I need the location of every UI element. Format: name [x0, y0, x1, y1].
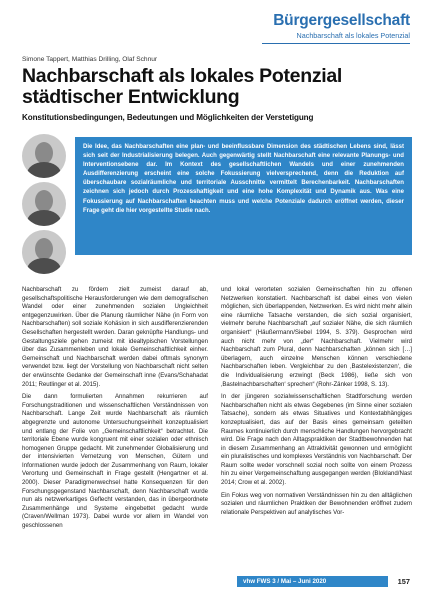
body-column-right	[221, 286, 412, 521]
article-headline: Nachbarschaft als lokales Potenzial städtischer Entwicklung	[22, 65, 343, 108]
section-subtitle: Nachbarschaft als lokales Potenzial	[296, 31, 410, 40]
article-authors: Simone Tappert, Matthias Drilling, Olaf Schnur	[22, 56, 158, 63]
body-paragraph: In der jüngeren sozialwissenschaftlichen Stadtforschung werden Nachbarschaften nicht als etwas Gegebenes (im Sinne einer sozialen Tatsache), sondern als etwas Situatives und Kontextabhängiges konzeptualisiert, das auf der Basis eines gemeinsam geteilten Raumes kontinuierlich durch menschliche Handlungen hervorgebracht wird. Die Frage nach den Alltagspraktiken der Stadtbewohnenden hat in diesem Zusammenhang an Attraktivität gewonnen und ermöglicht ein pluralistisches und komplexes Verständnis von Nachbarschaft. Der Raum sollte weder vorschnell sozial noch sollte von einem Prozess hin zu einer Vergemeinschaftung ausgegangen werden (Blokland/Nast 2014; Crow et al. 2002).	[221, 393, 412, 487]
body-column-left	[22, 286, 208, 535]
body-paragraph: Die dann formulierten Annahmen rekurrieren auf Forschungstraditionen und wissenschaftlichen Verständnissen von Nachbarschaft. Lange Zeit wurde Nachbarschaft als räumlich abgegrenzte und autonome Untersuchungseinheit konzeptualisiert und entlang der Folie von „Gemeinschaftlichkeit“ betrachtet. Die territoriale Ebene wurde kongruent mit einer sozialen oder ethnisch homogenen Gruppe gedacht. Mit zunehmender Globalisierung und der intensivierten Vernetzung von Menschen, Gütern und Informationen wurde jedoch der Zusammenhang von Raum, lokaler Verortung und Gemeinschaft in Frage gestellt (Hengartner et al. 2000). Dieser Paradigmenwechsel hatte Konsequenzen für den Forschungsgegenstand Nachbarschaft, denn Nachbarschaft wurde nun als netzwerkartiges Geflecht verstanden, das in übergeordnete Zusammenhänge und Systeme eingebettet gedacht wurde (Craven/Wellman 1973). Dabei wurde vor allem im Wandel von geschlossenen	[22, 393, 208, 530]
author-photo	[22, 134, 66, 178]
section-title: Bürgergesellschaft	[273, 12, 410, 29]
page-footer	[22, 576, 410, 588]
body-paragraph: und lokal verorteten sozialen Gemeinschaften hin zu offenen Netzwerken konstatiert. Nachbarschaft ist dabei eines von vielen möglichen, sich überlappenden, Netzwerken. Es wird nicht mehr allein eine räumliche Tatsache verstanden, die sich sozial organisiert, vielmehr beruhe Nachbarschaft „auf sozialer Nähe, die sich räumlich organisiert“ (Häußermann/Siebel 1994, S. 379). Gesprochen wird auch nicht mehr von „der“ Nachbarschaft. Vielmehr wird Nachbarschaft zum Plural, denn Nachbarschaften „können sich […] überlagern, auch einzelne Menschen können verschiedene Nachbarschaften leben. Vergleichbar zu den ‚Bastelexistenzen‘, die die Individualisierung erzwingt (Beck 1986), ließe sich von ‚Bastelnachbarschaften‘ sprechen“ (Rohr-Zänker 1998, S. 13).	[221, 286, 412, 388]
page-number: 157	[397, 577, 410, 586]
author-photo	[22, 182, 66, 226]
article-subheadline: Konstitutionsbedingungen, Bedeutungen und Möglichkeiten der Verstetigung	[22, 113, 314, 122]
body-paragraph: Nachbarschaft zu fördern zielt zumeist darauf ab, gesellschaftspolitische Herausforderungen wie dem demografischen Wandel oder einer zunehmenden sozialen Ungleichheit entgegenzuwirken. Über die Planung räumlicher Nähe (in Form von Nachbarschaften) soll soziale Kohäsion in sich ausdifferenzierenden Gesellschaften hergestellt werden. Daran geknüpfte Handlungs- und Gestaltungsziele gehen zumeist mit idealtypischen Vorstellungen über das Zusammenleben und lokale Gemeinschaftlichkeit einher. Gemeinschaft und Nachbarschaft werden dabei oftmals synonym verwendet bzw. liegt der Vorstellung von Nachbarschaft nicht selten der erwünschte Gedanke der Gemeinschaft inne (Evans/Schahadat 2011; Reutlinger et al. 2015).	[22, 286, 208, 388]
author-photos	[22, 134, 66, 278]
author-photo	[22, 230, 66, 274]
issue-label: vhw FWS 3 / Mai – Juni 2020	[237, 576, 388, 587]
header-divider	[262, 43, 410, 44]
body-paragraph: Ein Fokus weg von normativen Verständnissen hin zu den alltäglichen sozialen und räumlichen Praktiken der Bewohnenden eröffnet zudem relationale Perspektiven auf analytisches Vor-	[221, 491, 412, 516]
article-abstract: Die Idee, das Nachbarschaften eine plan- und beeinflussbare Dimension des städtischen Lebens sind, lässt sich seit der Industrialisierung belegen. Auch gegenwärtig stellt Nachbarschaft eine relevante Planungs- und Interventionsebene dar. Im Kontext des gesellschaftlichen Wandels und einer zunehmenden Ausdifferenzierung erscheint eine solche Fokussierung vielversprechend, denn die Reduktion auf überschaubare sozialräumliche und territoriale Ausschnitte vermittelt Berechenbarkeit. Nachbarschaften zeichnen sich jedoch durch Prozesshaftigkeit und eine hohe Komplexität und Dynamik aus. Was eine Fokussierung auf Nachbarschaften beachten muss und welche Potenziale dadurch eröffnet werden, dieser Frage geht die hier vorgestellte Studie nach.	[75, 137, 412, 255]
section-header	[273, 12, 410, 40]
